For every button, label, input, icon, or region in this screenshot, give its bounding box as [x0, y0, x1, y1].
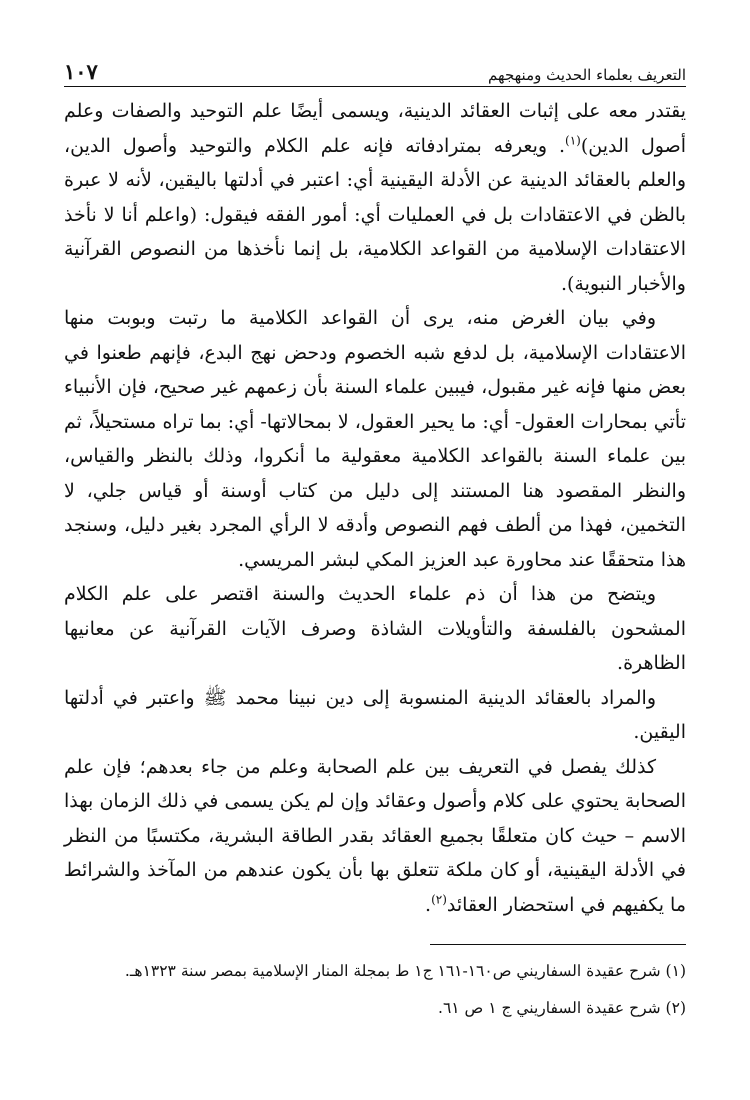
page-number: ١٠٧	[64, 59, 98, 84]
paragraph-text-cont: . ويعرفه بمترادفاته فإنه علم الكلام والتوحيد وأصول الدين، والعلم بالعقائد الدينية عن الأدلة اليقينية أي: اعتبر في أدلتها باليقين، لأنه لا عبرة بالظن في الاعتقادات بل في العمليات أي: أمور الفقه فيقول: (واعلم أنا لا نأخذ الاعتقادات الإسلامية من القواعد الكلامية، بل إنما نأخذها من النصوص القرآنية والأخبار النبوية).	[64, 134, 686, 295]
footnote-2: (٢) شرح عقيدة السفاريني ج ١ ص ٦١.	[438, 999, 686, 1017]
paragraph-text: كذلك يفصل في التعريف بين علم الصحابة وعلم من جاء بعدهم؛ فإن علم الصحابة يحتوي على كلام وأصول وعقائد وإن لم يكن يسمى في ذلك الزمان بهذا الاسم – حيث كان متعلقًا بجميع العقائد بقدر الطاقة البشرية، مكتسبًا من النظر في الأدلة اليقينية، أو كان ملكة تتعلق بها بأن يكون عندهم من المآخذ والشرائط ما يكفيهم في استحضار العقائد	[64, 755, 686, 916]
paragraph-text-cont: .	[425, 893, 432, 916]
footnote-ref-2[interactable]: (٢)	[431, 892, 447, 907]
paragraph-2: وفي بيان الغرض منه، يرى أن القواعد الكلامية ما رتبت وبوبت منها الاعتقادات الإسلامية، بل لدفع شبه الخصوم ودحض نهج البدع، فإنهم طعنوا في بعض منها فإنه غير مقبول، فيبين علماء السنة بأن زعمهم غير صحيح، فإن الأنبياء تأتي بمحارات العقول- أي: ما يحير العقول، لا بمحالاتها- أي: بما تراه مستحيلاً، ثم بين علماء السنة بالقواعد الكلامية معقولية ما أنكروا، وذلك بالنظر والقياس، والنظر المقصود هنا المستند إلى دليل من كتاب أوسنة أو قياس جلي، لا التخمين، فهذا من ألطف فهم النصوص وأدقه لا الرأي المجرد بغير دليل، وسنجد هذا متحققًا عند محاورة عبد العزيز المكي لبشر المريسي.	[64, 307, 686, 571]
body-text	[64, 94, 686, 922]
paragraph-5	[64, 750, 686, 923]
footnote-ref-1[interactable]: (١)	[565, 133, 581, 148]
header-rule	[64, 86, 686, 87]
footnotes	[64, 958, 686, 1032]
paragraph-text: يقتدر معه على إثبات العقائد الدينية، ويسمى أيضًا علم التوحيد والصفات وعلم أصول الدين)	[64, 100, 687, 157]
page-header	[64, 58, 686, 84]
paragraph-4: والمراد بالعقائد الدينية المنسوبة إلى دين نبينا محمد ﷺ واعتبر في أدلتها اليقين.	[64, 686, 686, 743]
footnote-rule	[430, 944, 686, 945]
running-title: التعريف بعلماء الحديث ومنهجهم	[488, 66, 686, 84]
paragraph-1	[64, 94, 686, 301]
footnote-1: (١) شرح عقيدة السفاريني ص١٦٠-١٦١ ج١ ط بمجلة المنار الإسلامية بمصر سنة ١٣٢٣هـ.	[124, 962, 686, 980]
paragraph-3: ويتضح من هذا أن ذم علماء الحديث والسنة اقتصر على علم الكلام المشحون بالفلسفة والتأويلات الشاذة وصرف الآيات القرآنية عن معانيها الظاهرة.	[64, 583, 686, 674]
